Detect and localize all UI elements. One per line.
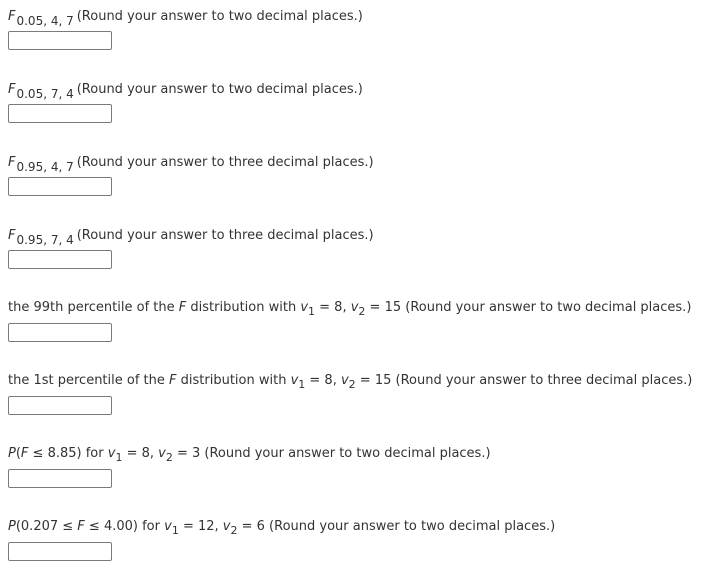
question-6: [8, 371, 692, 415]
answer-input-7[interactable]: [8, 469, 112, 488]
f-symbol: F: [20, 446, 29, 461]
prob-open: (0.207 ≤: [15, 519, 78, 534]
v-subscript: 1: [308, 305, 316, 318]
f-symbol: F: [8, 155, 16, 170]
v2-value: = 15: [355, 373, 396, 388]
v-subscript: 2: [165, 451, 173, 464]
question-middle: distribution with: [176, 373, 291, 388]
question-8-text: [8, 517, 555, 539]
round-instruction: (Round your answer to two decimal places.): [76, 9, 363, 24]
question-3-text: [8, 152, 374, 174]
answer-input-6[interactable]: [8, 396, 112, 415]
question-1: [8, 6, 363, 50]
f-subscript: 0.05, 7, 4: [16, 87, 74, 101]
question-5-text: [8, 298, 691, 320]
v-subscript: 2: [358, 305, 366, 318]
question-4: [8, 225, 374, 269]
question-5: [8, 298, 691, 342]
p-symbol: P: [8, 519, 16, 534]
question-1-text: [8, 6, 363, 28]
question-prefix: the 99th percentile of the: [8, 300, 179, 315]
question-prefix: the 1st percentile of the: [8, 373, 170, 388]
question-2: [8, 79, 363, 123]
f-symbol: F: [8, 9, 16, 24]
p-symbol: P: [8, 446, 16, 461]
question-7-text: [8, 444, 491, 466]
round-instruction: (Round your answer to three decimal places.): [395, 373, 693, 388]
v-symbol: v: [290, 373, 299, 388]
round-instruction: (Round your answer to two decimal places.): [405, 300, 692, 315]
v-subscript: 1: [298, 378, 306, 391]
f-symbol: F: [169, 373, 177, 388]
f-symbol: F: [77, 519, 85, 534]
round-instruction: (Round your answer to three decimal places.): [76, 155, 374, 170]
round-instruction: (Round your answer to two decimal places.): [204, 446, 491, 461]
answer-input-1[interactable]: [8, 31, 112, 50]
prob-open: (: [15, 446, 21, 461]
v1-value: = 8,: [122, 446, 159, 461]
v-subscript: 1: [115, 451, 123, 464]
answer-input-8[interactable]: [8, 542, 112, 561]
v-symbol: v: [158, 446, 166, 461]
v-subscript: 1: [171, 524, 179, 537]
f-symbol: F: [8, 82, 16, 97]
v1-value: = 8,: [315, 300, 351, 315]
question-4-text: [8, 225, 374, 247]
v-subscript: 2: [348, 378, 356, 391]
f-symbol: F: [8, 228, 16, 243]
v-symbol: v: [300, 300, 309, 315]
v-subscript: 2: [230, 524, 238, 537]
answer-input-4[interactable]: [8, 250, 112, 269]
round-instruction: (Round your answer to three decimal places.): [76, 228, 374, 243]
v-symbol: v: [164, 519, 172, 534]
v2-value: = 6: [237, 519, 270, 534]
v-symbol: v: [107, 446, 116, 461]
question-middle: distribution with: [186, 300, 301, 315]
f-symbol: F: [178, 300, 187, 315]
f-subscript: 0.05, 4, 7: [16, 14, 74, 28]
round-instruction: (Round your answer to two decimal places.): [269, 519, 556, 534]
v2-value: = 3: [172, 446, 205, 461]
v1-value: = 8,: [305, 373, 341, 388]
answer-input-5[interactable]: [8, 323, 112, 342]
prob-relation: ≤ 8.85) for: [28, 446, 108, 461]
v-symbol: v: [340, 373, 349, 388]
prob-relation: ≤ 4.00) for: [84, 519, 165, 534]
v2-value: = 15: [365, 300, 406, 315]
v-symbol: v: [350, 300, 359, 315]
question-8: [8, 517, 555, 561]
f-subscript: 0.95, 7, 4: [16, 233, 74, 247]
v1-value: = 12,: [178, 519, 223, 534]
f-subscript: 0.95, 4, 7: [16, 160, 74, 174]
question-2-text: [8, 79, 363, 101]
question-6-text: [8, 371, 692, 393]
question-7: [8, 444, 491, 488]
v-symbol: v: [222, 519, 231, 534]
answer-input-3[interactable]: [8, 177, 112, 196]
round-instruction: (Round your answer to two decimal places.): [76, 82, 363, 97]
question-3: [8, 152, 374, 196]
answer-input-2[interactable]: [8, 104, 112, 123]
